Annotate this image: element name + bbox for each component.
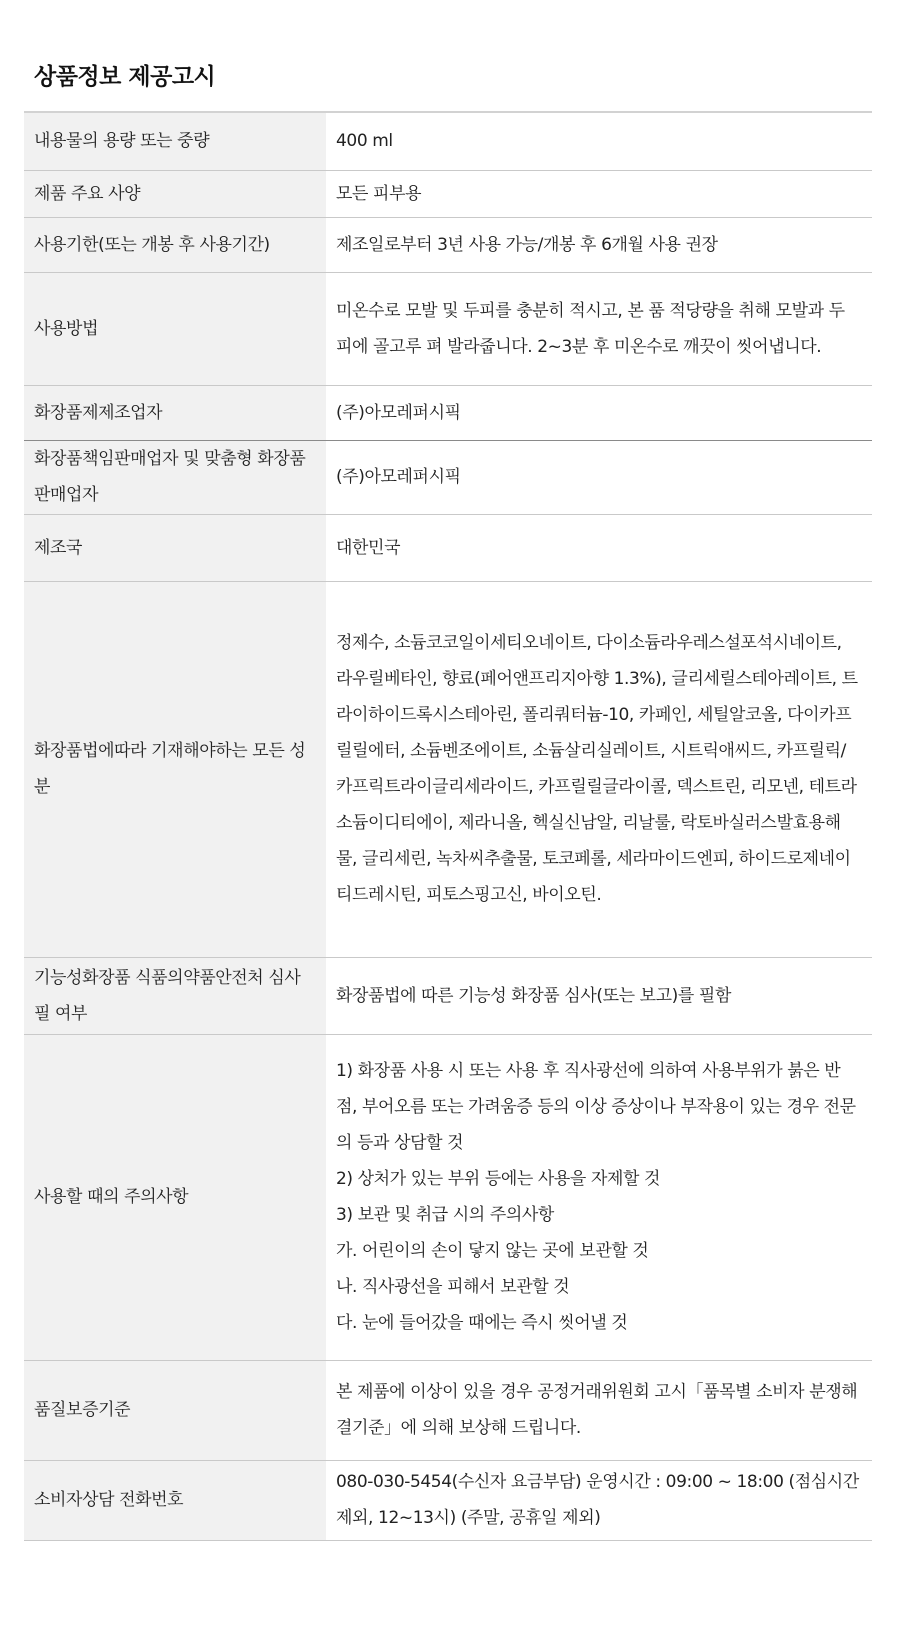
row-value: 모든 피부용 bbox=[326, 170, 872, 217]
table-row bbox=[24, 957, 872, 1034]
row-label: 제조국 bbox=[24, 514, 326, 581]
table-row bbox=[24, 112, 872, 170]
row-label: 화장품책임판매업자 및 맞춤형 화장품판매업자 bbox=[24, 440, 326, 514]
row-value bbox=[326, 1034, 872, 1360]
row-value: (주)아모레퍼시픽 bbox=[326, 385, 872, 440]
row-label: 내용물의 용량 또는 중량 bbox=[24, 112, 326, 170]
table-row bbox=[24, 440, 872, 514]
caution-line: 나. 직사광선을 피해서 보관할 것 bbox=[336, 1277, 570, 1297]
caution-line: 다. 눈에 들어갔을 때에는 즉시 씻어낼 것 bbox=[336, 1313, 628, 1333]
row-label: 사용할 때의 주의사항 bbox=[24, 1034, 326, 1360]
table-row bbox=[24, 581, 872, 957]
row-value: 본 제품에 이상이 있을 경우 공정거래위원회 고시「품목별 소비자 분쟁해결기준」에 의해 보상해 드립니다. bbox=[326, 1360, 872, 1460]
row-label: 품질보증기준 bbox=[24, 1360, 326, 1460]
row-label: 기능성화장품 식품의약품안전처 심사필 여부 bbox=[24, 957, 326, 1034]
table-row bbox=[24, 272, 872, 385]
caution-line: 3) 보관 및 취급 시의 주의사항 bbox=[336, 1205, 554, 1225]
caution-line: 가. 어린이의 손이 닿지 않는 곳에 보관할 것 bbox=[336, 1241, 649, 1261]
table-row bbox=[24, 1360, 872, 1460]
caution-line: 2) 상처가 있는 부위 등에는 사용을 자제할 것 bbox=[336, 1169, 661, 1189]
row-label: 화장품법에따라 기재해야하는 모든 성분 bbox=[24, 581, 326, 957]
table-row bbox=[24, 1034, 872, 1360]
row-value: 080-030-5454(수신자 요금부담) 운영시간 : 09:00 ~ 18:00 (점심시간 제외, 12~13시) (주말, 공휴일 제외) bbox=[326, 1460, 872, 1540]
row-label: 사용방법 bbox=[24, 272, 326, 385]
row-label: 사용기한(또는 개봉 후 사용기간) bbox=[24, 217, 326, 272]
table-row bbox=[24, 170, 872, 217]
row-value: (주)아모레퍼시픽 bbox=[326, 440, 872, 514]
page-title: 상품정보 제공고시 bbox=[34, 64, 216, 90]
row-label: 제품 주요 사양 bbox=[24, 170, 326, 217]
table-row bbox=[24, 1460, 872, 1540]
row-label: 소비자상담 전화번호 bbox=[24, 1460, 326, 1540]
table-row bbox=[24, 217, 872, 272]
row-value: 400 ml bbox=[326, 112, 872, 170]
product-info-table bbox=[24, 111, 872, 1541]
row-value: 제조일로부터 3년 사용 가능/개봉 후 6개월 사용 권장 bbox=[326, 217, 872, 272]
row-value: 화장품법에 따른 기능성 화장품 심사(또는 보고)를 필함 bbox=[326, 957, 872, 1034]
row-label: 화장품제제조업자 bbox=[24, 385, 326, 440]
table-row bbox=[24, 514, 872, 581]
table-row bbox=[24, 385, 872, 440]
row-value: 정제수, 소듐코코일이세티오네이트, 다이소듐라우레스설포석시네이트, 라우릴베타인, 향료(페어앤프리지아향 1.3%), 글리세릴스테아레이트, 트라이하이드록시스테아린, 폴리쿼터늄-10, 카페인, 세틸알코올, 다이카프릴릴에터, 소듐벤조에이트, 소듐살리실레이트, 시트릭애씨드, 카프릴릭/카프릭트라이글리세라이드, 카프릴릴글라이콜, 덱스트린, 리모넨, 테트라소듐이디티에이, 제라니올, 헥실신남알, 리날룰, 락토바실러스발효용해물, 글리세린, 녹차씨추출물, 토코페롤, 세라마이드엔피, 하이드로제네이티드레시틴, 피토스핑고신, 바이오틴. bbox=[326, 581, 872, 957]
caution-line: 1) 화장품 사용 시 또는 사용 후 직사광선에 의하여 사용부위가 붉은 반점, 부어오름 또는 가려움증 등의 이상 증상이나 부작용이 있는 경우 전문의 등과 상담할 것 bbox=[336, 1061, 856, 1153]
row-value: 미온수로 모발 및 두피를 충분히 적시고, 본 품 적당량을 취해 모발과 두피에 골고루 펴 발라줍니다. 2~3분 후 미온수로 깨끗이 씻어냅니다. bbox=[326, 272, 872, 385]
row-value: 대한민국 bbox=[326, 514, 872, 581]
